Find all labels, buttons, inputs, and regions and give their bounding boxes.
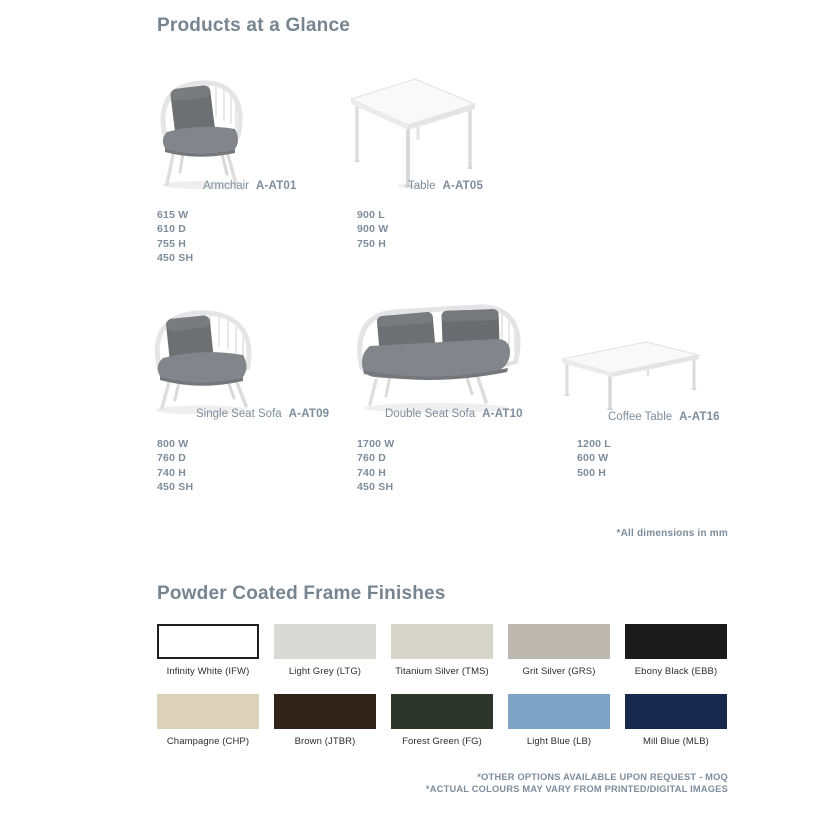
dimension-line: 750 H <box>357 237 387 250</box>
armchair-image <box>146 66 258 192</box>
armchair-illustration <box>146 66 258 192</box>
product-caption-single-sofa <box>196 408 329 420</box>
finish-label: Grit Silver (GRS) <box>522 666 596 677</box>
product-name: Single Seat Sofa <box>196 408 282 420</box>
product-name: Double Seat Sofa <box>385 408 476 420</box>
finish-label: Infinity White (IFW) <box>166 666 250 677</box>
product-caption-armchair <box>203 180 297 192</box>
dimension-line: 615 W <box>157 209 189 221</box>
finish-swatch <box>274 694 376 729</box>
finish-swatch <box>625 624 727 659</box>
table-image <box>344 66 482 190</box>
footer-notes <box>426 772 728 796</box>
finish-label: Light Blue (LB) <box>526 736 592 747</box>
product-dimensions-double-sofa <box>357 437 394 494</box>
single-seat-sofa-illustration <box>144 286 266 418</box>
finish-cell-light-grey <box>274 624 376 677</box>
finish-label: Forest Green (FG) <box>402 736 482 747</box>
dimension-line: 610 D <box>157 223 187 236</box>
double-seat-sofa-image <box>348 284 528 416</box>
dimension-line: 1200 L <box>577 438 611 450</box>
finish-cell-champagne <box>157 694 259 747</box>
footer-note-line2: *ACTUAL COLOURS MAY VARY FROM PRINTED/DIGITAL IMAGES <box>425 783 728 794</box>
product-code: A-AT05 <box>442 180 484 192</box>
dimension-line: 450 SH <box>357 480 394 493</box>
product-caption-double-sofa <box>385 408 523 420</box>
finish-swatch <box>391 694 493 729</box>
product-dimensions-coffee-table <box>577 437 611 480</box>
product-dimensions-single-sofa <box>157 437 193 494</box>
finish-label: Titanium Silver (TMS) <box>395 666 489 677</box>
finish-label: Mill Blue (MLB) <box>643 736 709 747</box>
dimension-line: 500 H <box>577 466 607 479</box>
product-code: A-AT01 <box>256 180 297 192</box>
product-code: A-AT10 <box>482 408 523 420</box>
finish-cell-brown <box>274 694 376 747</box>
footer-note-line1: *OTHER OPTIONS AVAILABLE UPON REQUEST - MOQ <box>477 772 728 782</box>
finish-cell-grit-silver <box>508 624 610 677</box>
single-seat-sofa-image <box>144 286 266 418</box>
finish-cell-ebony-black <box>625 624 727 677</box>
table-illustration <box>344 66 482 190</box>
finish-swatch <box>157 624 259 659</box>
finish-label: Ebony Black (EBB) <box>634 666 718 677</box>
finish-swatch <box>625 694 727 729</box>
finish-label: Champagne (CHP) <box>166 736 250 747</box>
coffee-table-illustration <box>558 334 703 412</box>
product-name: Armchair <box>203 180 250 192</box>
coffee-table-image <box>558 334 703 412</box>
dimension-line: 450 SH <box>157 480 194 493</box>
dimensions-note: *All dimensions in mm <box>616 528 728 539</box>
products-section-title: Products at a Glance <box>157 15 351 36</box>
dimension-line: 450 SH <box>157 251 194 264</box>
dimension-line: 755 H <box>157 237 187 250</box>
finish-cell-light-blue <box>508 694 610 747</box>
product-name: Coffee Table <box>608 411 673 423</box>
dimension-line: 740 H <box>357 466 387 479</box>
dimension-line: 1700 W <box>357 438 395 450</box>
product-dimensions-armchair <box>157 208 193 265</box>
finish-label: Brown (JTBR) <box>294 736 356 747</box>
product-dimensions-table <box>357 208 388 251</box>
finish-cell-titanium-silver <box>391 624 493 677</box>
product-name: Table <box>408 180 436 192</box>
finish-cell-mill-blue <box>625 694 727 747</box>
double-seat-sofa-illustration <box>348 284 528 416</box>
dimension-line: 600 W <box>577 452 609 465</box>
finish-cell-forest-green <box>391 694 493 747</box>
finish-label: Light Grey (LTG) <box>288 666 362 677</box>
dimension-line: 800 W <box>157 438 189 450</box>
finish-swatch <box>508 694 610 729</box>
dimension-line: 740 H <box>157 466 187 479</box>
dimension-line: 900 L <box>357 209 385 221</box>
finish-swatch <box>274 624 376 659</box>
finish-cell-infinity-white <box>157 624 259 677</box>
product-caption-coffee-table <box>608 411 720 423</box>
dimension-line: 760 D <box>157 452 187 465</box>
finish-swatch <box>508 624 610 659</box>
finish-swatch <box>391 624 493 659</box>
product-code: A-AT09 <box>288 408 330 420</box>
dimension-line: 900 W <box>357 223 389 236</box>
product-caption-table <box>408 180 483 192</box>
finishes-section-title: Powder Coated Frame Finishes <box>157 583 446 604</box>
finish-swatch <box>157 694 259 729</box>
dimension-line: 760 D <box>357 452 387 465</box>
finishes-grid <box>157 624 727 747</box>
product-code: A-AT16 <box>679 411 720 423</box>
